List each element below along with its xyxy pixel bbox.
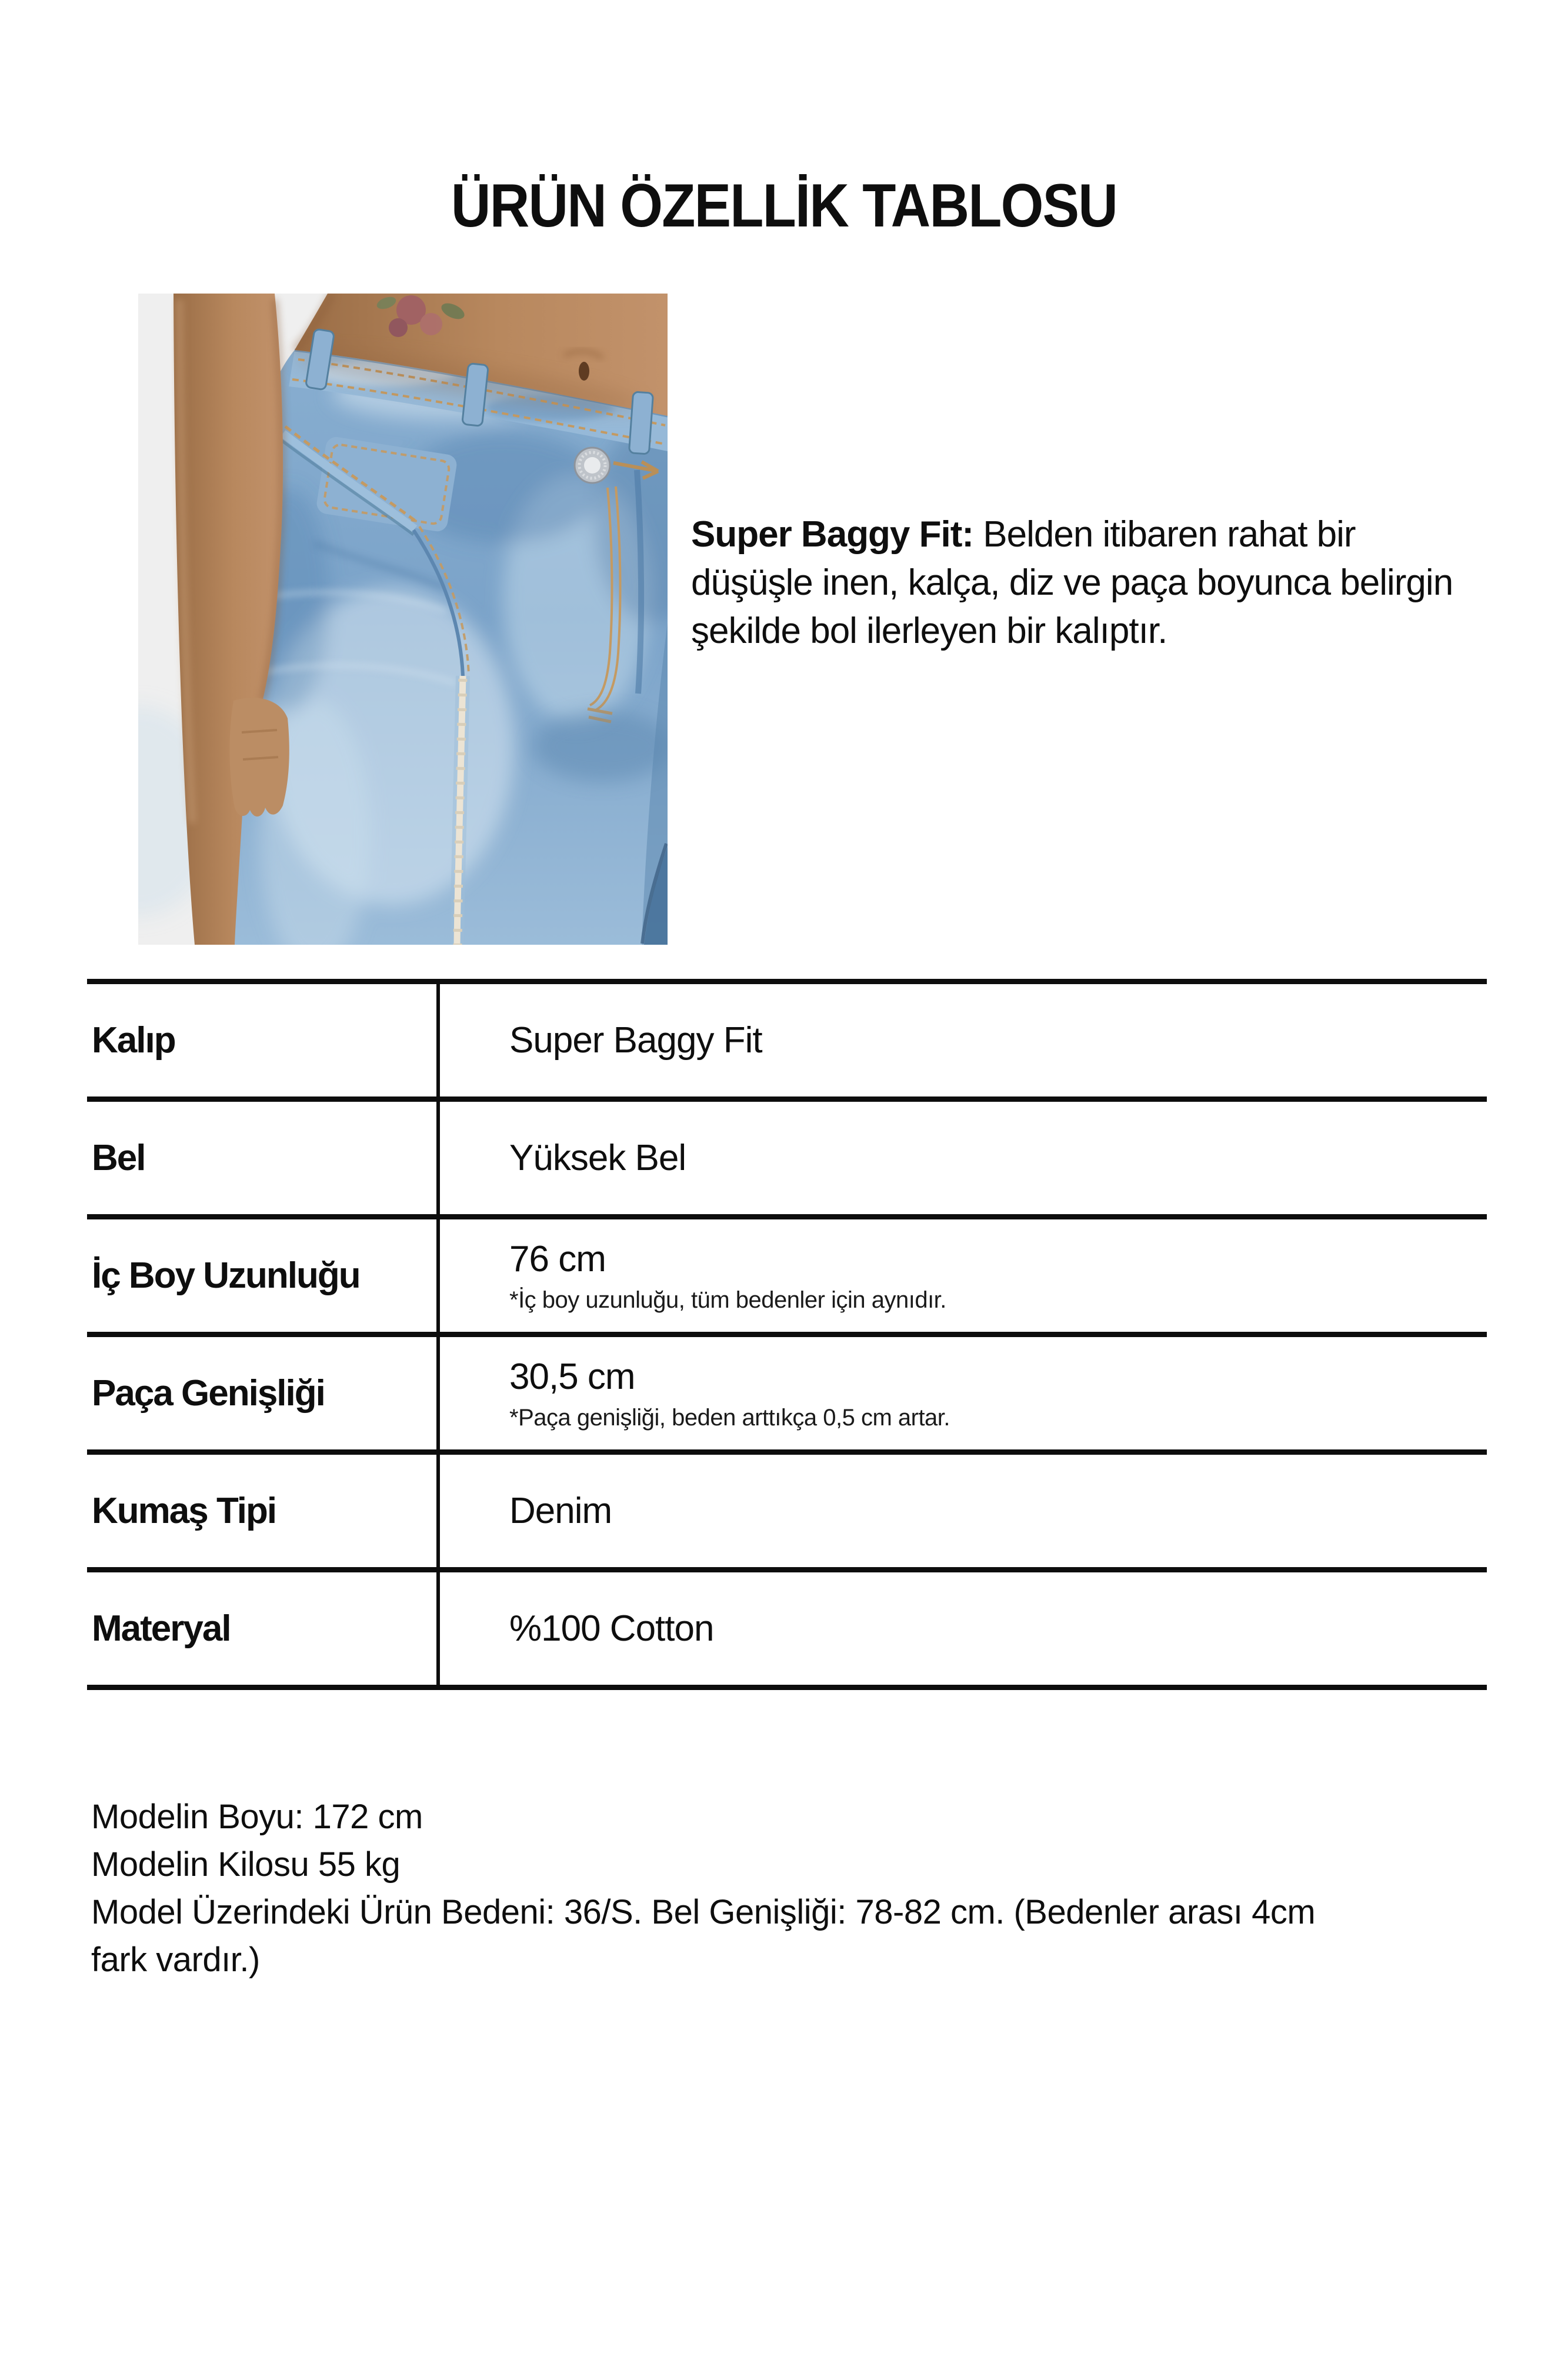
spec-value: Denim xyxy=(509,1491,612,1531)
spec-value-cell xyxy=(440,1102,1487,1214)
model-hand xyxy=(229,698,289,816)
spec-value: Super Baggy Fit xyxy=(509,1020,762,1061)
spec-value-cell xyxy=(440,984,1487,1096)
model-info-line-weight: Modelin Kilosu 55 kg xyxy=(91,1845,401,1884)
spec-value: %100 Cotton xyxy=(509,1608,714,1649)
spec-row-materyal xyxy=(87,1567,1487,1685)
spec-value: Yüksek Bel xyxy=(509,1138,686,1178)
spec-value: 76 cm xyxy=(509,1238,606,1279)
jeans-button xyxy=(575,448,610,483)
spec-value-cell xyxy=(440,1572,1487,1685)
spec-row-ic-boy xyxy=(87,1214,1487,1332)
spec-value-cell xyxy=(440,1219,1487,1332)
page-title xyxy=(0,174,1568,238)
spec-table xyxy=(87,979,1487,1690)
page-title-text: ÜRÜN ÖZELLİK TABLOSU xyxy=(451,172,1117,240)
spec-note: *İç boy uzunluğu, tüm bedenler için aynıdır. xyxy=(509,1287,946,1313)
spec-value-cell xyxy=(440,1455,1487,1567)
spec-label-cell xyxy=(87,1337,440,1449)
spec-row-paca xyxy=(87,1332,1487,1449)
spec-label-cell xyxy=(87,1572,440,1685)
spec-note: *Paça genişliği, beden arttıkça 0,5 cm artar. xyxy=(509,1404,950,1431)
spec-value: 30,5 cm xyxy=(509,1356,635,1397)
spec-label-cell xyxy=(87,1219,440,1332)
fit-description-lead: Super Baggy Fit: xyxy=(691,514,974,555)
spec-label: Materyal xyxy=(92,1608,231,1649)
spec-label: Kalıp xyxy=(92,1020,175,1061)
spec-row-bel xyxy=(87,1096,1487,1214)
spec-label: Kumaş Tipi xyxy=(92,1491,276,1531)
spec-label-cell xyxy=(87,984,440,1096)
model-info-line-size: Model Üzerindeki Ürün Bedeni: 36/S. Bel Genişliği: 78-82 cm. (Bedenler arası 4cm fark vardır.) xyxy=(91,1893,1316,1979)
product-photo xyxy=(138,294,668,945)
fit-description xyxy=(691,511,1462,655)
model-info xyxy=(91,1793,1356,1984)
spec-label: İç Boy Uzunluğu xyxy=(92,1255,360,1296)
spec-value-cell xyxy=(440,1337,1487,1449)
spec-row-kumas xyxy=(87,1449,1487,1567)
spec-label: Bel xyxy=(92,1138,145,1178)
spec-row-kalip xyxy=(87,979,1487,1096)
model-info-line-height: Modelin Boyu: 172 cm xyxy=(91,1798,423,1836)
spec-label: Paça Genişliği xyxy=(92,1373,325,1414)
product-photo-illustration xyxy=(138,294,668,945)
spec-label-cell xyxy=(87,1455,440,1567)
fit-description-body: Belden itibaren rahat bir düşüşle inen, kalça, diz ve paça boyunca belirgin şekilde bol ilerleyen bir kalıptır. xyxy=(691,514,1453,651)
spec-label-cell xyxy=(87,1102,440,1214)
